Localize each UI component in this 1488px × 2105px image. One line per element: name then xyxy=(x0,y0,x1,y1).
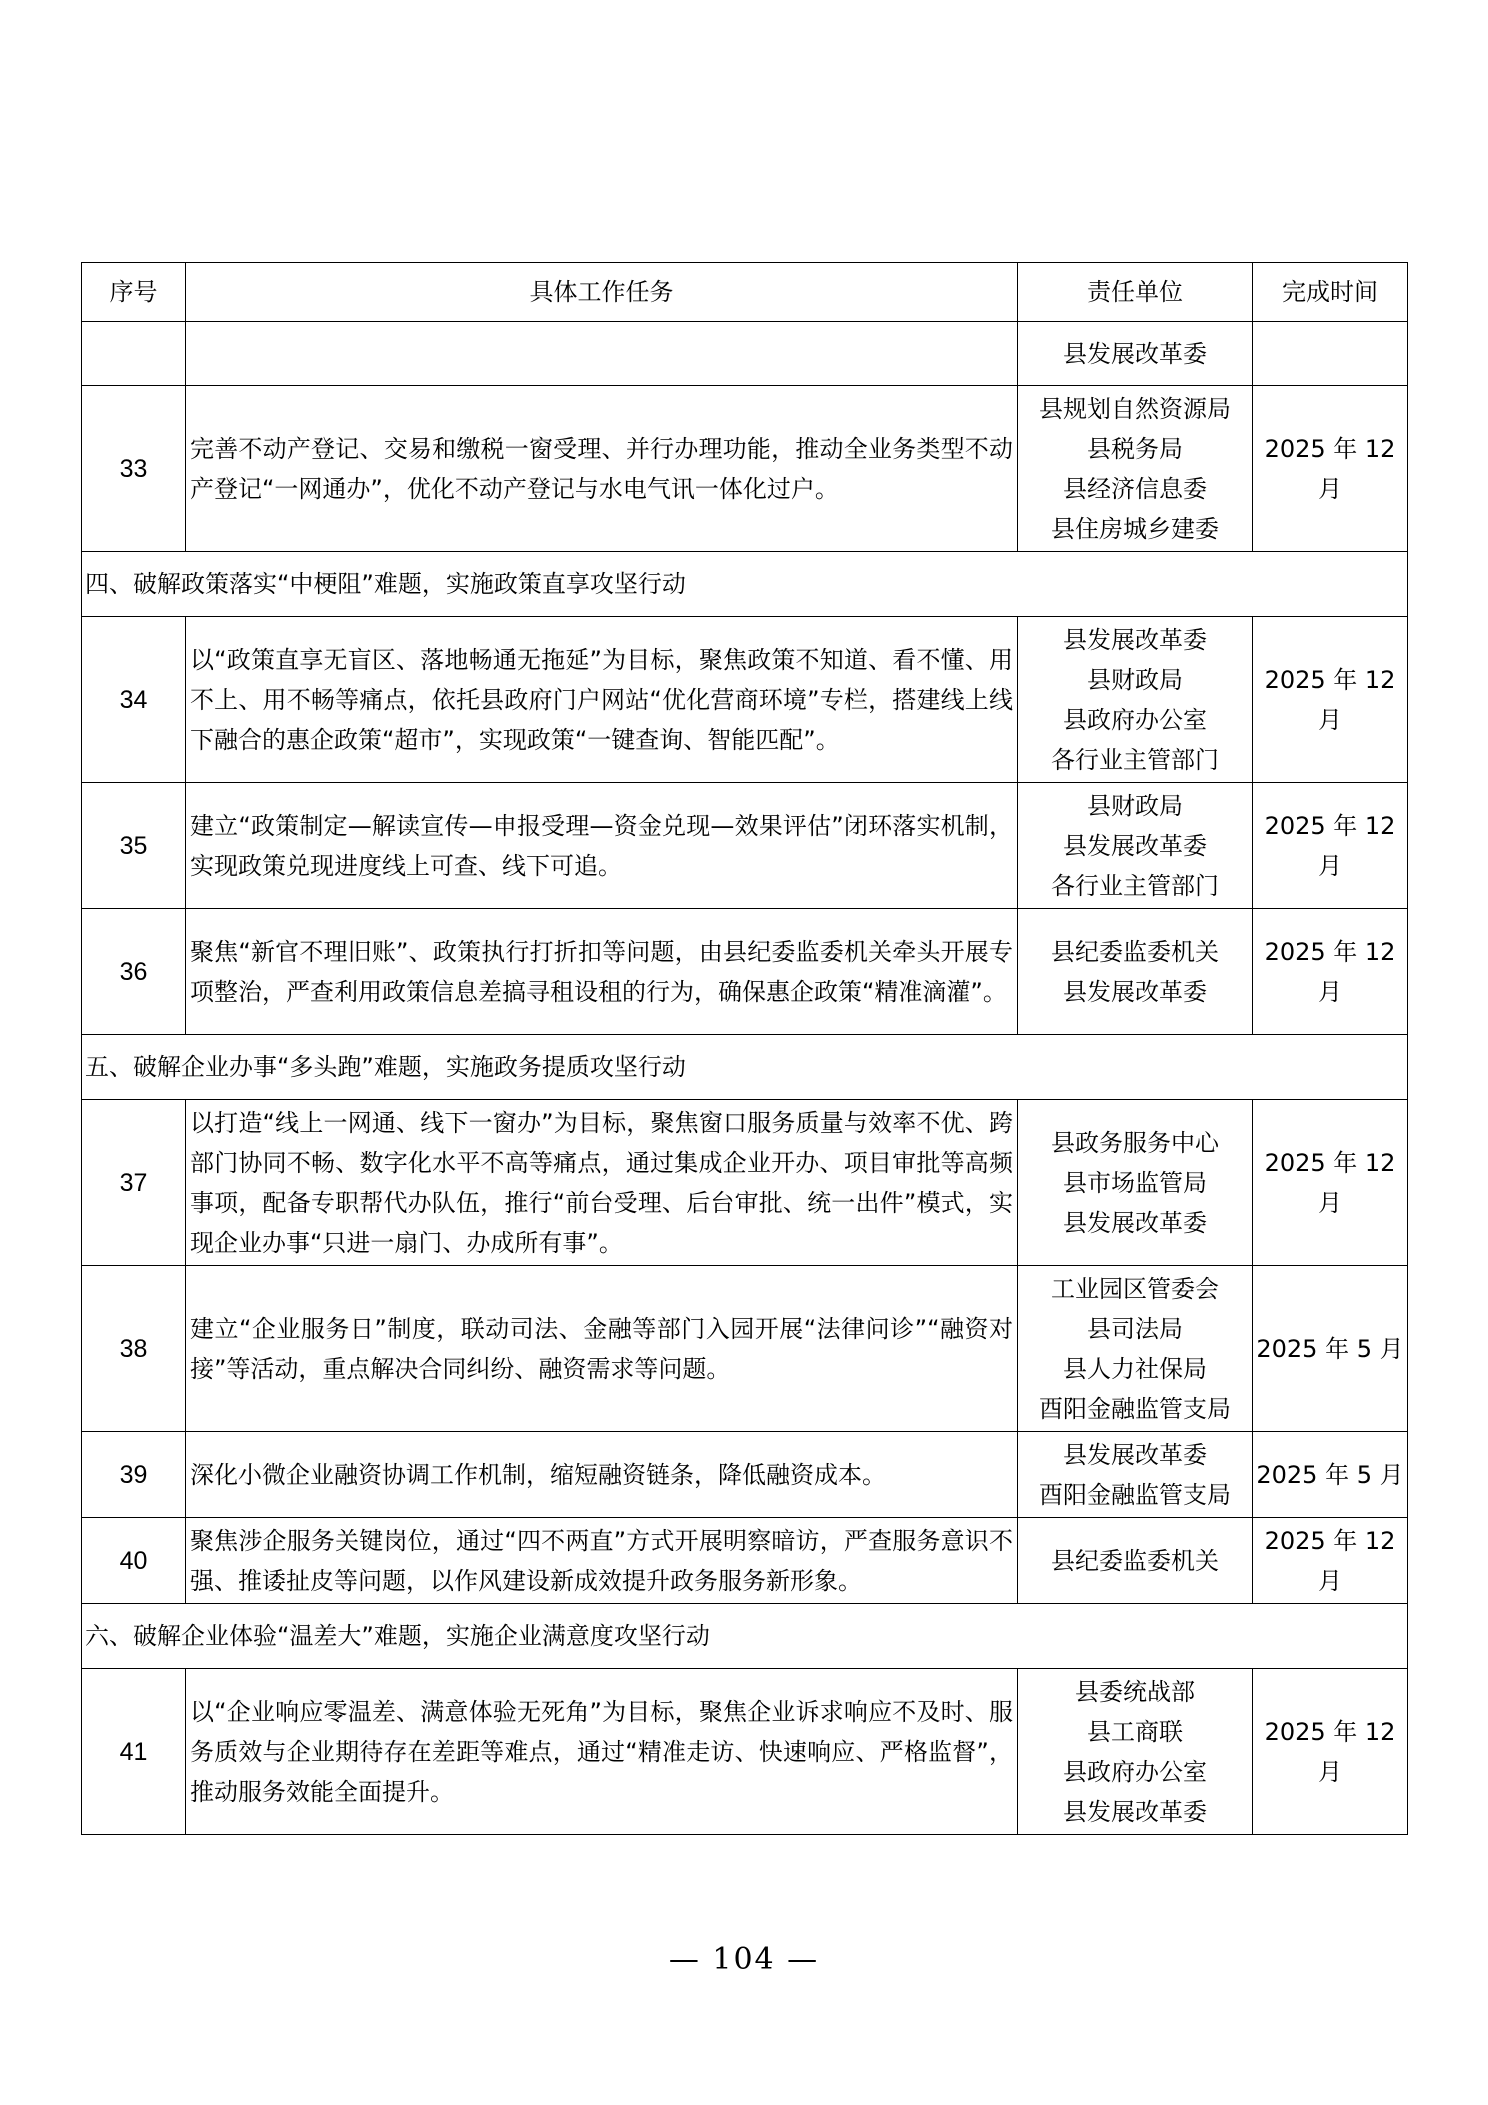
header-no: 序号 xyxy=(82,263,186,322)
responsible-units xyxy=(1018,1432,1253,1518)
responsible-units xyxy=(1018,386,1253,552)
header-unit: 责任单位 xyxy=(1018,263,1253,322)
responsible-unit: 县财政局 xyxy=(1087,665,1183,694)
header-task: 具体工作任务 xyxy=(186,263,1018,322)
task-description: 以打造“线上一网通、线下一窗办”为目标，聚焦窗口服务质量与效率不优、跨部门协同不畅、数字化水平不高等痛点，通过集成企业开办、项目审批等高频事项，配备专职帮代办队伍，推行“前台受理、后台审批、统一出件”模式，实现企业办事“只进一扇门、办成所有事”。 xyxy=(186,1100,1018,1266)
table-row xyxy=(82,909,1408,1035)
completion-time: 2025 年 12 月 xyxy=(1253,909,1408,1035)
responsible-unit: 酉阳金融监管支局 xyxy=(1039,1480,1231,1509)
row-number: 41 xyxy=(82,1669,186,1835)
row-number: 36 xyxy=(82,909,186,1035)
responsible-unit: 县发展改革委 xyxy=(1063,339,1207,368)
row-number: 35 xyxy=(82,783,186,909)
responsible-unit: 县政府办公室 xyxy=(1063,1757,1207,1786)
responsible-unit: 县委统战部 xyxy=(1075,1677,1195,1706)
completion-time: 2025 年 5 月 xyxy=(1253,1266,1408,1432)
responsible-unit: 县住房城乡建委 xyxy=(1051,514,1219,543)
responsible-unit: 县纪委监委机关 xyxy=(1051,1546,1219,1575)
completion-time: 2025 年 12 月 xyxy=(1253,617,1408,783)
header-time: 完成时间 xyxy=(1253,263,1408,322)
responsible-units xyxy=(1018,783,1253,909)
responsible-unit: 县司法局 xyxy=(1087,1314,1183,1343)
responsible-unit: 各行业主管部门 xyxy=(1051,871,1219,900)
task-description: 聚焦涉企服务关键岗位，通过“四不两直”方式开展明察暗访，严查服务意识不强、推诿扯皮等问题，以作风建设新成效提升政务服务新形象。 xyxy=(186,1518,1018,1604)
responsible-unit: 县人力社保局 xyxy=(1063,1354,1207,1383)
responsible-units xyxy=(1018,909,1253,1035)
completion-time: 2025 年 12 月 xyxy=(1253,386,1408,552)
task-description: 完善不动产登记、交易和缴税一窗受理、并行办理功能，推动全业务类型不动产登记“一网通办”，优化不动产登记与水电气讯一体化过户。 xyxy=(186,386,1018,552)
responsible-units xyxy=(1018,1100,1253,1266)
section-title: 五、破解企业办事“多头跑”难题，实施政务提质攻坚行动 xyxy=(82,1035,1408,1100)
completion-time: 2025 年 5 月 xyxy=(1253,1432,1408,1518)
row-number: 34 xyxy=(82,617,186,783)
row-number: 39 xyxy=(82,1432,186,1518)
responsible-units xyxy=(1018,617,1253,783)
responsible-unit: 县发展改革委 xyxy=(1063,977,1207,1006)
row-number: 40 xyxy=(82,1518,186,1604)
task-description: 聚焦“新官不理旧账”、政策执行打折扣等问题，由县纪委监委机关牵头开展专项整治，严查利用政策信息差搞寻租设租的行为，确保惠企政策“精准滴灌”。 xyxy=(186,909,1018,1035)
table-row xyxy=(82,617,1408,783)
section-title: 六、破解企业体验“温差大”难题，实施企业满意度攻坚行动 xyxy=(82,1604,1408,1669)
responsible-unit: 各行业主管部门 xyxy=(1051,745,1219,774)
table-row xyxy=(82,783,1408,909)
table-row xyxy=(82,386,1408,552)
responsible-unit: 县工商联 xyxy=(1087,1717,1183,1746)
responsible-unit: 县发展改革委 xyxy=(1063,831,1207,860)
table-row xyxy=(82,1669,1408,1835)
responsible-unit: 县政务服务中心 xyxy=(1051,1128,1219,1157)
responsible-unit: 县发展改革委 xyxy=(1063,1440,1207,1469)
responsible-unit: 县税务局 xyxy=(1087,434,1183,463)
table-body xyxy=(82,322,1408,1835)
completion-time: 2025 年 12 月 xyxy=(1253,1518,1408,1604)
responsible-unit: 县经济信息委 xyxy=(1063,474,1207,503)
completion-time xyxy=(1253,322,1408,386)
table-row xyxy=(82,1266,1408,1432)
table-row xyxy=(82,1518,1408,1604)
responsible-unit: 县发展改革委 xyxy=(1063,1797,1207,1826)
responsible-unit: 县财政局 xyxy=(1087,791,1183,820)
task-description: 深化小微企业融资协调工作机制，缩短融资链条，降低融资成本。 xyxy=(186,1432,1018,1518)
row-number: 37 xyxy=(82,1100,186,1266)
responsible-unit: 县政府办公室 xyxy=(1063,705,1207,734)
task-description: 以“政策直享无盲区、落地畅通无拖延”为目标，聚焦政策不知道、看不懂、用不上、用不畅等痛点，依托县政府门户网站“优化营商环境”专栏，搭建线上线下融合的惠企政策“超市”，实现政策“一键查询、智能匹配”。 xyxy=(186,617,1018,783)
responsible-units xyxy=(1018,1266,1253,1432)
row-number xyxy=(82,322,186,386)
table-row xyxy=(82,1100,1408,1266)
responsible-unit: 工业园区管委会 xyxy=(1051,1274,1219,1303)
page-number: — 104 — xyxy=(668,1942,820,1977)
responsible-unit: 县规划自然资源局 xyxy=(1039,394,1231,423)
row-number: 33 xyxy=(82,386,186,552)
responsible-unit: 县市场监管局 xyxy=(1063,1168,1207,1197)
section-header-row xyxy=(82,1604,1408,1669)
section-title: 四、破解政策落实“中梗阻”难题，实施政策直享攻坚行动 xyxy=(82,552,1408,617)
responsible-unit: 酉阳金融监管支局 xyxy=(1039,1394,1231,1423)
completion-time: 2025 年 12 月 xyxy=(1253,783,1408,909)
task-description: 建立“政策制定—解读宣传—申报受理—资金兑现—效果评估”闭环落实机制，实现政策兑现进度线上可查、线下可追。 xyxy=(186,783,1018,909)
task-description xyxy=(186,322,1018,386)
task-description: 建立“企业服务日”制度，联动司法、金融等部门入园开展“法律问诊”“融资对接”等活动，重点解决合同纠纷、融资需求等问题。 xyxy=(186,1266,1018,1432)
responsible-units xyxy=(1018,1669,1253,1835)
section-header-row xyxy=(82,552,1408,617)
responsible-unit: 县发展改革委 xyxy=(1063,625,1207,654)
task-description: 以“企业响应零温差、满意体验无死角”为目标，聚焦企业诉求响应不及时、服务质效与企业期待存在差距等难点，通过“精准走访、快速响应、严格监督”，推动服务效能全面提升。 xyxy=(186,1669,1018,1835)
responsible-units xyxy=(1018,322,1253,386)
table-row xyxy=(82,322,1408,386)
responsible-unit: 县发展改革委 xyxy=(1063,1208,1207,1237)
table-header-row xyxy=(82,263,1408,322)
section-header-row xyxy=(82,1035,1408,1100)
responsible-unit: 县纪委监委机关 xyxy=(1051,937,1219,966)
row-number: 38 xyxy=(82,1266,186,1432)
completion-time: 2025 年 12 月 xyxy=(1253,1669,1408,1835)
table-row xyxy=(82,1432,1408,1518)
completion-time: 2025 年 12 月 xyxy=(1253,1100,1408,1266)
responsible-units xyxy=(1018,1518,1253,1604)
task-table xyxy=(81,262,1408,1835)
